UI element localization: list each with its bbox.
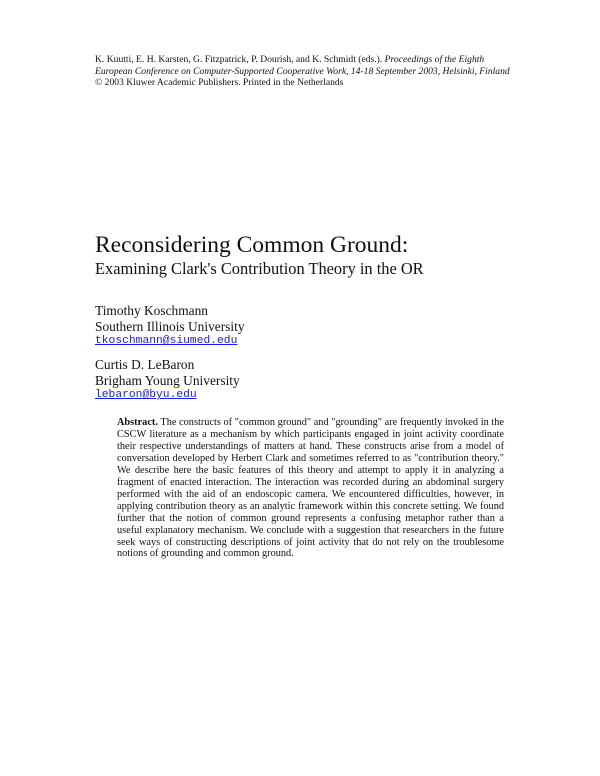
copyright-line: © 2003 Kluwer Academic Publishers. Printed in the Netherlands xyxy=(95,77,344,89)
author-block xyxy=(95,357,240,402)
abstract xyxy=(117,417,504,560)
citation-editors: K. Kuutti, E. H. Karsten, G. Fitzpatrick, P. Dourish, and K. Schmidt (eds.). xyxy=(95,54,385,65)
abstract-label: Abstract. xyxy=(117,417,158,428)
author-block xyxy=(95,303,245,348)
abstract-text: The constructs of "common ground" and "grounding" are frequently invoked in the CSCW literature as a mechanism by which participants engaged in joint activity coordinate their respective understandings of matters at hand. These constructs arise from a model of conversation developed by Herbert Clark and sometimes referred to as "contribution theory." We describe here the basic features of this theory and attempt to apply it in analyzing a fragment of enacted interaction. The interaction was recorded during an abdominal surgery performed with the aid of an endoscopic camera. We encountered difficulties, however, in applying contribution theory as an analytic framework within this concrete setting. We found further that the notion of common ground represents a confusing metaphor rather than a useful explanatory mechanism. We conclude with a suggestion that researchers in the future seek ways of constructing descriptions of joint activity that do not rely on the troublesome notions of grounding and common ground. xyxy=(117,417,505,560)
paper-subtitle: Examining Clark's Contribution Theory in the OR xyxy=(95,259,424,278)
author-affiliation: Southern Illinois University xyxy=(95,318,245,334)
citation-proceedings: Proceedings of the Eighth European Conference on Computer-Supported Cooperative Work, 14-18 September 2003, Helsinki, Finland xyxy=(95,54,510,77)
author-name: Timothy Koschmann xyxy=(95,303,208,318)
citation-header xyxy=(95,54,515,89)
paper-title: Reconsidering Common Ground: xyxy=(95,232,409,258)
author-affiliation: Brigham Young University xyxy=(95,372,240,388)
author-email-link[interactable]: lebaron@byu.edu xyxy=(95,389,197,402)
author-name: Curtis D. LeBaron xyxy=(95,357,195,372)
author-email-link[interactable]: tkoschmann@siumed.edu xyxy=(95,335,238,348)
